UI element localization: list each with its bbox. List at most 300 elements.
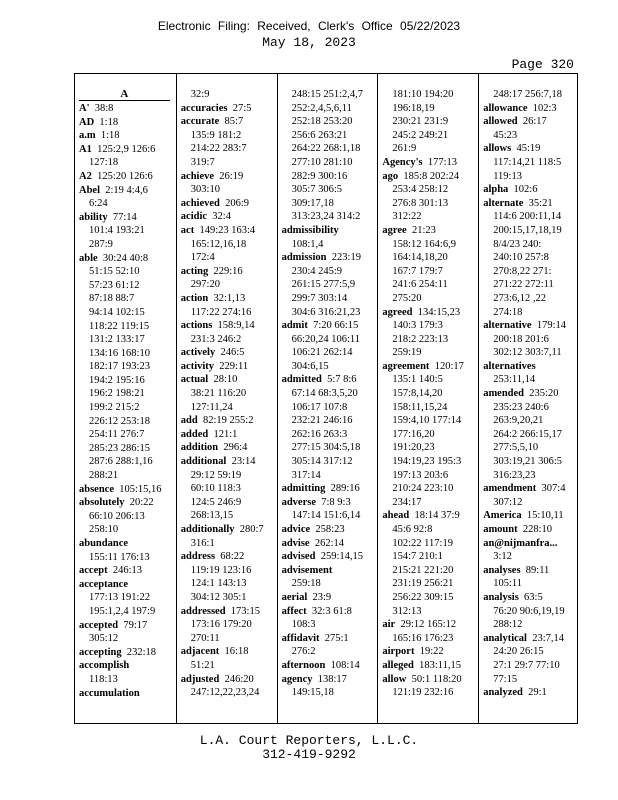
index-term: add — [180, 415, 198, 427]
index-continuation: 157:8,14,20 — [392, 388, 443, 400]
index-term: actions — [180, 320, 213, 332]
index-term: afternoon — [281, 659, 326, 671]
index-term: analyses — [483, 564, 521, 576]
page-line-refs: 280:7 — [239, 524, 264, 535]
index-continuation: 231:19 256:21 — [392, 578, 454, 590]
index-continuation: 303:10 — [190, 184, 220, 196]
index-entry — [79, 143, 174, 157]
page-line-refs: 7:20 66:15 — [313, 320, 359, 332]
page-line-refs: 82:19 255:2 — [202, 415, 254, 427]
index-term: acceptance — [79, 578, 128, 590]
index-entry — [382, 659, 476, 673]
index-continuation: 273:6,12 ,22 — [493, 292, 546, 304]
section-letter: A — [79, 88, 170, 101]
index-continuation: 282:9 300:16 — [291, 170, 348, 182]
page-line-refs: 21:23 — [411, 224, 436, 236]
page-line-refs: 79:17 — [123, 619, 148, 631]
court-reporter-phone: 312-419-9292 — [262, 747, 356, 762]
page-line-refs: 20:22 — [129, 497, 154, 509]
page-line-refs: 275:1 — [324, 632, 349, 644]
index-continuation: 127:18 — [89, 157, 119, 169]
index-continuation: 230:21 231:9 — [392, 116, 449, 128]
index-continuation: 194:2 195:16 — [89, 374, 145, 386]
index-entry — [382, 509, 476, 523]
index-entry — [483, 537, 577, 551]
index-term: abundance — [79, 538, 129, 549]
index-entry — [79, 129, 174, 143]
index-continuation: 256:22 309:15 — [392, 591, 454, 603]
index-continuation: 276:2 — [291, 646, 316, 658]
index-entry — [282, 251, 376, 265]
index-entry — [282, 659, 376, 673]
index-continuation: 215:21 221:20 — [392, 564, 454, 576]
index-term: additional — [180, 456, 227, 468]
page-line-refs: 259:14,15 — [320, 551, 363, 563]
page-line-refs: 258:23 — [315, 524, 345, 535]
index-continuation: 268:13,15 — [190, 510, 234, 522]
index-term: AD — [79, 116, 95, 128]
index-term: able — [79, 252, 98, 264]
index-continuation: 195:1,2,4 197:9 — [89, 605, 156, 617]
page-line-refs: 77:14 — [112, 211, 137, 223]
index-continuation: 259:18 — [291, 578, 321, 590]
index-term: ago — [382, 170, 399, 182]
index-term: admission — [281, 252, 327, 264]
index-continuation: 76:20 90:6,19,19 — [493, 605, 565, 617]
index-continuation: 302:12 303:7,11 — [493, 347, 562, 359]
page-line-refs: 2:19 4:4,6 — [105, 184, 148, 196]
index-entry — [181, 523, 275, 537]
index-continuation: 121:19 232:16 — [392, 687, 454, 699]
index-continuation: 277:5,5,10 — [493, 442, 539, 454]
index-entry — [483, 102, 577, 116]
index-term: accepting — [79, 646, 122, 658]
index-continuation: 173:16 179:20 — [190, 619, 252, 631]
index-term: analysis — [483, 591, 519, 603]
index-entry — [483, 142, 577, 156]
index-entry — [181, 645, 275, 659]
index-entry — [79, 252, 174, 266]
index-term: adjacent — [180, 646, 220, 658]
transcript-date: May 18, 2023 — [262, 35, 356, 50]
index-term: agree — [382, 224, 407, 236]
page-line-refs: 28:10 — [213, 374, 238, 386]
page-line-refs: 1:18 — [100, 130, 120, 142]
filing-stamp: Electronic Filing: Received, Clerk's Office 05/22/2023 — [157, 19, 461, 33]
index-continuation: 154:7 210:1 — [392, 551, 443, 563]
index-entry — [79, 102, 174, 116]
index-continuation: 51:21 — [190, 659, 215, 671]
index-continuation: 140:3 179:3 — [392, 320, 443, 332]
page-line-refs: 32:3 61:8 — [311, 605, 352, 617]
index-term: actively — [180, 347, 216, 359]
index-continuation: 245:2 249:21 — [392, 129, 449, 141]
index-entry — [79, 116, 174, 130]
index-continuation: 316:1 — [190, 537, 215, 549]
index-continuation: 147:14 151:6,14 — [291, 510, 361, 522]
index-entry — [483, 197, 577, 211]
index-continuation: 248:17 256:7,18 — [493, 89, 563, 100]
index-entry — [181, 360, 275, 374]
index-entry — [181, 414, 275, 428]
index-continuation: 258:10 — [89, 524, 119, 536]
index-term: act — [180, 224, 195, 236]
page-line-refs: 30:24 40:8 — [102, 252, 149, 264]
index-continuation: 254:11 276:7 — [89, 429, 145, 441]
page-line-refs: 23:9 — [312, 591, 332, 603]
index-term: A2 — [79, 170, 92, 182]
page-line-refs: 179:14 — [536, 320, 567, 332]
page-line-refs: 16:18 — [224, 646, 249, 658]
index-continuation: 77:15 — [493, 673, 518, 685]
page-line-refs: 246:20 — [224, 673, 254, 685]
index-entry — [79, 211, 174, 225]
index-term: address — [180, 551, 216, 563]
index-term: adjusted — [180, 673, 220, 685]
index-term: addressed — [180, 605, 226, 617]
index-continuation: 285:23 286:15 — [89, 442, 150, 454]
index-entry — [382, 645, 476, 659]
index-entry — [181, 265, 275, 279]
page-line-refs: 108:14 — [330, 659, 360, 671]
index-continuation: 124:1 143:13 — [190, 578, 247, 590]
page-line-refs: 68:22 — [220, 551, 245, 563]
page-number: Page 320 — [511, 57, 574, 72]
page-line-refs: 149:23 163:4 — [199, 224, 256, 236]
index-entry — [181, 373, 275, 387]
index-term: A1 — [79, 143, 92, 155]
index-entry — [79, 646, 174, 660]
index-entry — [282, 496, 376, 510]
index-continuation: 264:2 266:15,17 — [493, 428, 563, 440]
index-term: analytical — [483, 632, 527, 644]
page-line-refs: 134:15,23 — [417, 306, 461, 318]
index-continuation: 164:14,18,20 — [392, 252, 448, 264]
index-term: absence — [79, 483, 114, 495]
index-continuation: 101:4 193:21 — [89, 225, 145, 237]
index-entry — [483, 564, 577, 578]
index-continuation: 253:11,14 — [493, 374, 536, 386]
index-entry — [282, 319, 376, 333]
index-continuation: 304:12 305:1 — [190, 591, 247, 603]
index-term: accomplish — [79, 660, 130, 672]
index-continuation: 194:19,23 195:3 — [392, 456, 462, 468]
index-entry — [79, 619, 174, 633]
index-continuation: 118:22 119:15 — [89, 320, 150, 332]
index-term: alternative — [483, 320, 532, 332]
page-line-refs: 7:8 9:3 — [321, 496, 351, 508]
index-entry — [483, 115, 577, 129]
index-continuation: 319:7 — [190, 156, 215, 168]
index-term: agency — [281, 673, 313, 685]
index-term: alpha — [483, 184, 509, 196]
index-entry — [79, 659, 174, 673]
index-continuation: 253:4 258:12 — [392, 184, 449, 196]
index-entry — [181, 224, 275, 238]
index-term: achieved — [180, 197, 220, 209]
index-continuation: 108:3 — [291, 619, 316, 631]
index-entry — [483, 591, 577, 605]
index-term: alternatives — [483, 360, 536, 372]
index-entry — [382, 306, 476, 320]
index-entry — [282, 537, 376, 551]
page-line-refs: 228:10 — [522, 524, 553, 535]
index-continuation: 182:17 193:23 — [89, 361, 150, 373]
page-line-refs: 50:1 118:20 — [411, 673, 462, 685]
index-continuation: 252:18 253:20 — [291, 116, 353, 128]
index-entry — [181, 319, 275, 333]
index-entry — [382, 360, 476, 374]
page-line-refs: 29:12 165:12 — [400, 619, 457, 631]
index-term: agreed — [382, 306, 413, 318]
index-entry — [282, 632, 376, 646]
index-term: accumulation — [79, 687, 140, 699]
index-continuation: 231:3 246:2 — [190, 333, 242, 345]
page-line-refs: 229:16 — [213, 265, 243, 277]
index-entry — [181, 428, 275, 442]
index-continuation: 288:21 — [89, 470, 119, 482]
index-continuation: 305:12 — [89, 633, 119, 645]
index-continuation: 32:9 — [190, 89, 210, 100]
index-continuation: 309:17,18 — [291, 197, 334, 209]
court-reporter-name: L.A. Court Reporters, L.L.C. — [199, 733, 419, 748]
index-continuation: 303:19,21 306:5 — [493, 456, 563, 468]
index-term: aerial — [281, 591, 308, 603]
index-term: advise — [281, 537, 310, 549]
index-term: adverse — [281, 496, 317, 508]
index-continuation: 276:8 301:13 — [392, 197, 449, 209]
index-term: accurate — [180, 116, 220, 128]
index-term: acting — [180, 265, 209, 277]
index-continuation: 94:14 102:15 — [89, 306, 145, 318]
index-continuation: 271:22 272:11 — [493, 279, 554, 291]
page-line-refs: 177:13 — [427, 156, 458, 168]
index-entry — [181, 170, 275, 184]
index-entry — [181, 441, 275, 455]
index-entry — [79, 496, 174, 510]
index-continuation: 119:19 123:16 — [190, 564, 252, 576]
index-continuation: 158:12 164:6,9 — [392, 238, 456, 250]
page-line-refs: 102:6 — [513, 184, 538, 196]
index-column — [377, 74, 478, 723]
index-entry — [483, 523, 577, 537]
index-continuation: 256:6 263:21 — [291, 129, 348, 141]
index-entry — [282, 673, 376, 687]
index-continuation: 287:9 — [89, 238, 113, 250]
index-continuation: 172:4 — [190, 252, 215, 264]
index-continuation: 240:10 257:8 — [493, 252, 549, 264]
page-line-refs: 120:17 — [434, 360, 464, 372]
page-line-refs: 158:9,14 — [217, 320, 255, 332]
index-entry — [79, 483, 174, 497]
page-line-refs: 235:20 — [529, 388, 559, 400]
page-line-refs: 229:11 — [219, 360, 249, 372]
index-continuation: 66:10 206:13 — [89, 510, 145, 522]
index-term: admit — [281, 320, 308, 332]
page-line-refs: 89:11 — [525, 564, 550, 576]
index-term: a.m — [79, 130, 96, 142]
page-line-refs: 1:18 — [99, 116, 119, 128]
index-term: an@nijmanfra... — [483, 537, 558, 549]
index-continuation: 200:15,17,18,19 — [493, 224, 562, 236]
index-entry — [282, 373, 376, 387]
index-continuation: 149:15,18 — [291, 687, 334, 699]
index-continuation: 297:20 — [190, 279, 220, 291]
index-continuation: 259:19 — [392, 347, 422, 359]
index-entry — [483, 632, 577, 646]
index-entry — [282, 591, 376, 605]
page-line-refs: 246:13 — [112, 565, 142, 577]
index-term: accept — [79, 565, 108, 577]
index-continuation: 316:23,23 — [493, 469, 536, 481]
index-continuation: 135:1 140:5 — [392, 374, 443, 386]
index-continuation: 230:4 245:9 — [291, 265, 343, 277]
page-line-refs: 15:10,11 — [526, 510, 564, 522]
index-continuation: 117:14,21 118:5 — [493, 156, 562, 168]
index-continuation: 181:10 194:20 — [392, 89, 454, 100]
index-continuation: 158:11,15,24 — [392, 401, 448, 413]
index-entry — [282, 523, 376, 537]
index-continuation: 263:9,20,21 — [493, 415, 544, 427]
index-continuation: 288:12 — [493, 619, 523, 631]
page-line-refs: 173:15 — [230, 605, 260, 617]
page-line-refs: 23:7,14 — [532, 632, 564, 644]
index-continuation: 210:24 223:10 — [392, 483, 454, 495]
index-entry — [282, 550, 376, 564]
index-column — [478, 74, 579, 723]
index-continuation: 29:12 59:19 — [190, 469, 242, 481]
index-continuation: 264:22 268:1,18 — [291, 143, 361, 155]
page-line-refs: 102:3 — [532, 102, 557, 114]
index-continuation: 57:23 61:12 — [89, 279, 140, 291]
page-line-refs: 232:18 — [126, 646, 156, 658]
page-line-refs: 307:4 — [541, 483, 566, 495]
index-continuation: 313:23,24 314:2 — [291, 211, 361, 223]
index-entry — [181, 102, 275, 116]
page-line-refs: 125:2,9 126:6 — [97, 143, 156, 155]
index-term: agreement — [382, 360, 430, 372]
index-term: allowed — [483, 116, 518, 128]
index-entry — [382, 224, 476, 238]
page-line-refs: 27:5 — [232, 102, 252, 114]
index-continuation: 105:11 — [493, 578, 522, 590]
page-line-refs: 246:5 — [220, 347, 245, 359]
index-continuation: 304:6 316:21,23 — [291, 306, 361, 318]
index-continuation: 159:4,10 177:14 — [392, 415, 462, 427]
index-entry — [483, 509, 577, 523]
index-term: admitted — [281, 374, 322, 386]
index-entry — [483, 686, 577, 700]
index-term: addition — [180, 442, 219, 454]
index-term: advisement — [281, 564, 333, 576]
index-continuation: 270:11 — [190, 632, 220, 644]
index-continuation: 299:7 303:14 — [291, 292, 348, 304]
index-continuation: 277:15 304:5,18 — [291, 442, 361, 454]
index-term: airport — [382, 646, 415, 658]
index-term: A' — [79, 103, 90, 114]
index-entry — [79, 687, 174, 701]
index-continuation: 177:16,20 — [392, 428, 435, 440]
index-column — [277, 74, 378, 723]
index-continuation: 45:6 92:8 — [392, 524, 433, 535]
index-continuation: 218:2 223:13 — [392, 333, 449, 345]
index-term: analyzed — [483, 687, 523, 699]
index-term: additionally — [180, 524, 235, 535]
page-line-refs: 18:14 37:9 — [414, 510, 460, 522]
page-line-refs: 296:4 — [223, 442, 248, 454]
index-continuation: 317:14 — [291, 469, 321, 481]
index-continuation: 287:6 288:1,16 — [89, 456, 153, 468]
index-continuation: 199:2 215:2 — [89, 402, 140, 414]
index-continuation: 177:13 191:22 — [89, 592, 150, 604]
index-term: amount — [483, 524, 518, 535]
index-term: allowance — [483, 102, 528, 114]
page-line-refs: 289:16 — [330, 483, 360, 495]
index-term: ahead — [382, 510, 410, 522]
index-term: alternate — [483, 197, 524, 209]
index-term: admissibility — [281, 224, 339, 236]
index-continuation: 8/4/23 240: — [493, 238, 542, 250]
index-continuation: 226:12 253:18 — [89, 415, 150, 427]
index-continuation: 197:13 203:6 — [392, 469, 449, 481]
index-column — [176, 74, 277, 723]
page-line-refs: 29:1 — [528, 687, 547, 699]
index-entry — [483, 360, 577, 374]
index-entry — [79, 537, 174, 551]
index-term: action — [180, 292, 209, 304]
index-entry — [282, 482, 376, 496]
index-term: absolutely — [79, 497, 125, 509]
index-entry — [382, 673, 476, 687]
index-term: advice — [281, 524, 311, 535]
index-term: accuracies — [180, 102, 228, 114]
page-line-refs: 32:4 — [212, 211, 231, 223]
index-entry — [483, 482, 577, 496]
index-continuation: 3:12 — [493, 551, 512, 563]
index-continuation: 252:2,4,5,6,11 — [291, 102, 352, 114]
index-continuation: 262:16 263:3 — [291, 428, 348, 440]
index-entry — [79, 170, 174, 184]
index-column — [75, 74, 176, 723]
index-term: alleged — [382, 659, 414, 671]
index-continuation: 196:18,19 — [392, 102, 435, 114]
index-continuation: 51:15 52:10 — [89, 266, 140, 278]
index-entry — [181, 550, 275, 564]
index-term: ability — [79, 211, 108, 223]
index-entry — [483, 319, 577, 333]
index-continuation: 60:10 118:3 — [190, 483, 241, 495]
index-continuation: 241:6 254:11 — [392, 279, 448, 291]
page-line-refs: 35:21 — [528, 197, 553, 209]
index-continuation: 277:10 281:10 — [291, 156, 353, 168]
index-term: allows — [483, 143, 512, 155]
word-index-frame — [74, 73, 578, 724]
index-term: air — [382, 619, 396, 631]
index-continuation: 124:5 246:9 — [190, 496, 242, 508]
index-entry — [79, 564, 174, 578]
index-continuation: 304:6,15 — [291, 360, 329, 372]
index-entry — [382, 170, 476, 184]
index-continuation: 118:13 — [89, 673, 118, 685]
index-entry — [79, 184, 174, 198]
index-term: added — [180, 428, 209, 440]
index-continuation: 119:13 — [493, 170, 522, 182]
index-continuation: 312:22 — [392, 211, 422, 223]
page-line-refs: 185:8 202:24 — [403, 170, 460, 182]
page-line-refs: 26:19 — [219, 170, 244, 182]
page-line-refs: 138:17 — [317, 673, 347, 685]
index-continuation: 155:11 176:13 — [89, 551, 150, 563]
